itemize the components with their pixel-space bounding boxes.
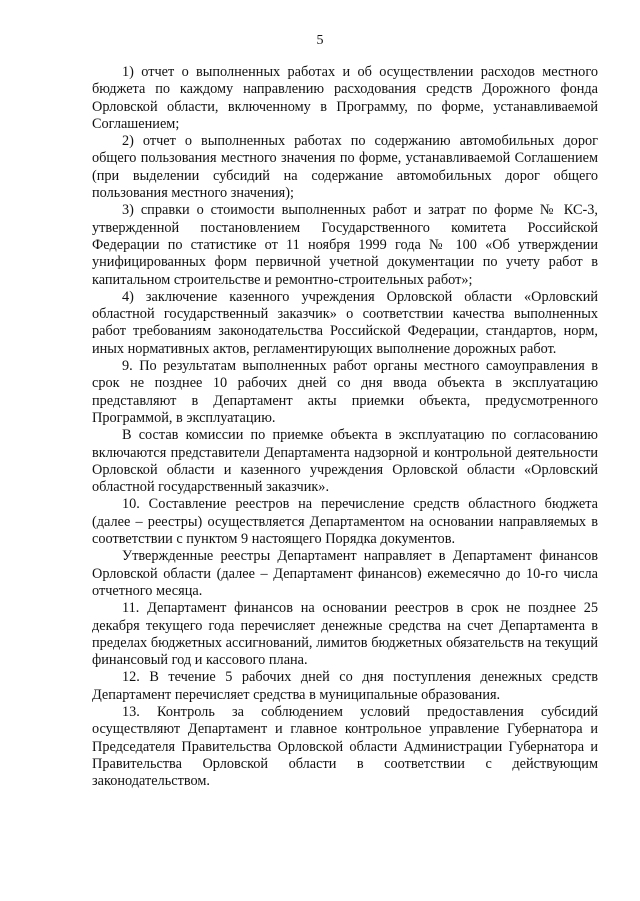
- page-number: 5: [316, 33, 324, 48]
- paragraph-item-9: 9. По результатам выполненных работ органы местного самоуправления в срок не позднее 10 рабочих дней со дня ввода объекта в эксплуатацию представляют в Департамент акты приемки объекта, предусмотренного Программой, в эксплуатацию.: [92, 358, 598, 426]
- paragraph-item-13: 13. Контроль за соблюдением условий предоставления субсидий осуществляют Департамент и главное контрольное управление Губернатора и Председателя Правительства Орловской области Администрации Губернатора и Правительства Орловской области в соответствии с действующим законодательством.: [92, 703, 598, 790]
- paragraph-ks3-certificate: 3) справки о стоимости выполненных работ и затрат по форме № КС-3, утвержденной постановлением Государственного комитета Российской Федерации по статистике от 11 ноября 1999 года № 100 «Об утверждении унифицированных форм первичной учетной документации по учету работ в капитальном строительстве и ремонтно-строительных работ»;: [92, 202, 598, 288]
- paragraph-quality-conclusion: 4) заключение казенного учреждения Орловской области «Орловский областной государственный заказчик» о соответствии качества выполненных работ требованиям законодательства Российской Федерации, стандартов, норм, иных нормативных актов, регламентирующих выполнение дорожных работ.: [92, 288, 598, 357]
- paragraph-acceptance-commission: В состав комиссии по приемке объекта в эксплуатацию по согласованию включаются представители Департамента надзорной и контрольной деятельности Орловской области и казенного учреждения Орловской области «Орловский областной государственный заказчик».: [92, 427, 598, 496]
- paragraph-item-11: 11. Департамент финансов на основании реестров в срок не позднее 25 декабря текущего года перечисляет денежные средства на счет Департамента в пределах бюджетных ассигнований, лимитов бюджетных обязательств на текущий финансовый год и кассового плана.: [92, 600, 598, 669]
- paragraph-report-local-budget: 1) отчет о выполненных работах и об осуществлении расходов местного бюджета по каждому направлению расходования средств Дорожного фонда Орловской области, включенному в Программу, по форме, устанавливаемой Соглашением;: [92, 64, 598, 132]
- paragraph-item-12: 12. В течение 5 рабочих дней со дня поступления денежных средств Департамент перечисляет средства в муниципальные образования.: [92, 669, 598, 703]
- document-body: [92, 64, 598, 790]
- paragraph-approved-registers: Утвержденные реестры Департамент направляет в Департамент финансов Орловской области (далее – Департамент финансов) ежемесячно до 10-го числа отчетного месяца.: [92, 548, 598, 599]
- paragraph-report-road-maintenance: 2) отчет о выполненных работах по содержанию автомобильных дорог общего пользования местного значения по форме, устанавливаемой Соглашением (при выделении субсидий на содержание автомобильных дорог общего пользования местного значения);: [92, 133, 598, 202]
- paragraph-item-10: 10. Составление реестров на перечисление средств областного бюджета (далее – реестры) осуществляется Департаментом на основании направляемых в соответствии с пунктом 9 настоящего Порядка документов.: [92, 496, 598, 548]
